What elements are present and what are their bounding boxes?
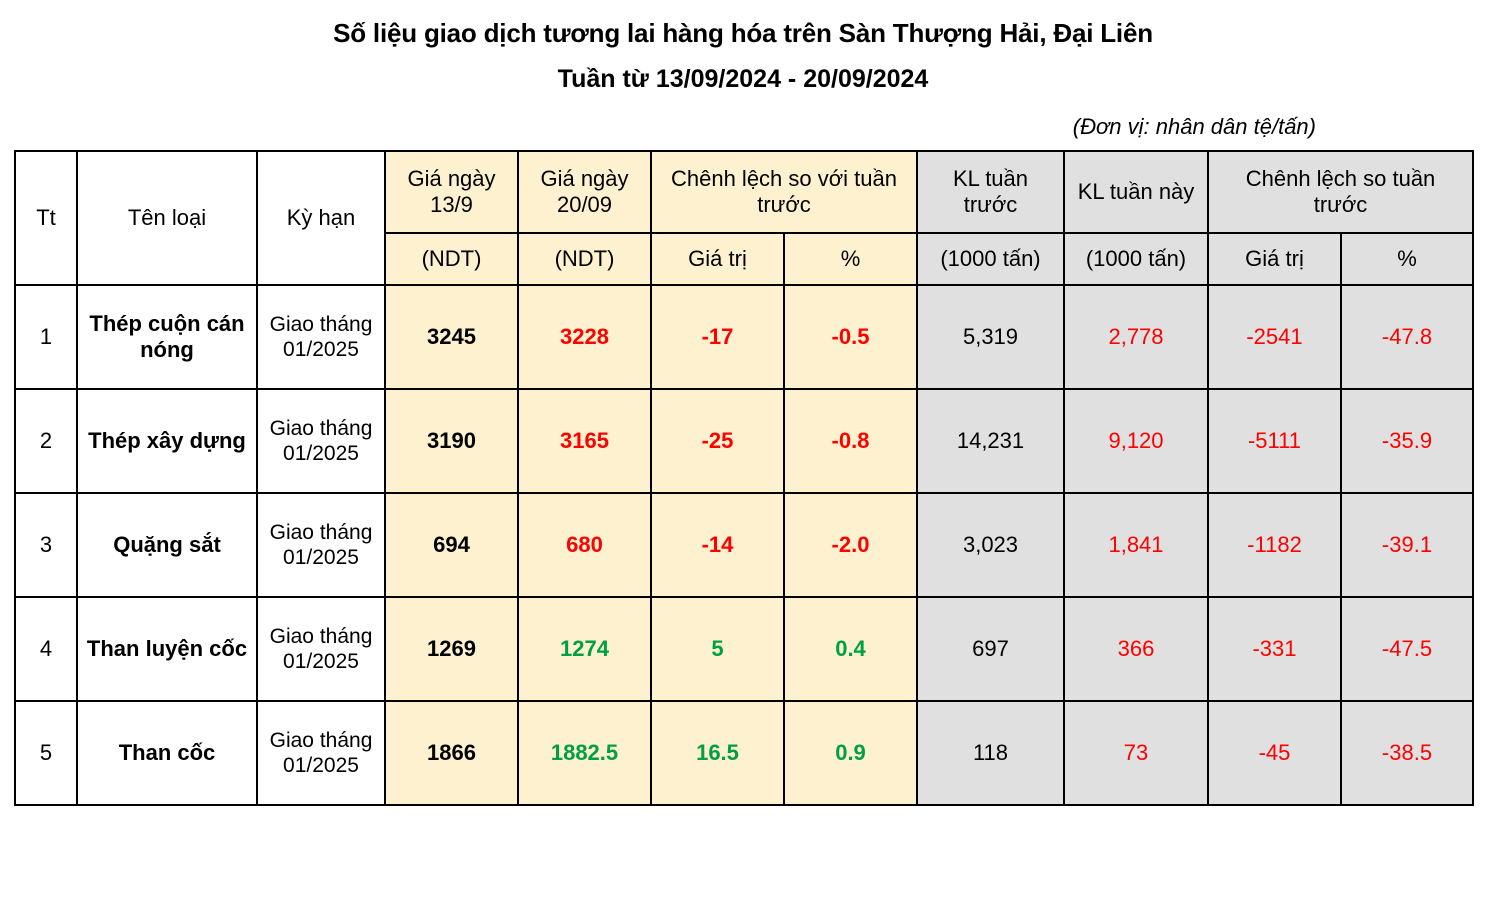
row-price-diff-value: -14	[651, 493, 784, 597]
table-row	[15, 701, 1473, 805]
header-vol-diff-value: Giá trị	[1208, 233, 1341, 285]
row-index: 5	[15, 701, 77, 805]
table-body	[15, 285, 1473, 805]
unit-note: (Đơn vị: nhân dân tệ/tấn)	[1072, 114, 1316, 139]
header-price-prev: Giá ngày 13/9	[385, 151, 518, 233]
row-price-diff-percent: -2.0	[784, 493, 917, 597]
row-price-diff-percent: 0.4	[784, 597, 917, 701]
row-volume-cur: 1,841	[1064, 493, 1208, 597]
header-price-diff-percent: %	[784, 233, 917, 285]
row-price-diff-value: -17	[651, 285, 784, 389]
row-price-prev: 3190	[385, 389, 518, 493]
table-row	[15, 285, 1473, 389]
row-volume-prev: 14,231	[917, 389, 1064, 493]
row-delivery-term: Giao tháng 01/2025	[257, 493, 385, 597]
header-vol-diff-percent: %	[1341, 233, 1473, 285]
row-volume-diff-value: -2541	[1208, 285, 1341, 389]
page-subtitle: Tuần từ 13/09/2024 - 20/09/2024	[557, 65, 929, 93]
row-index: 4	[15, 597, 77, 701]
row-delivery-term: Giao tháng 01/2025	[257, 701, 385, 805]
header-vol-prev: KL tuần trước	[917, 151, 1064, 233]
row-delivery-term: Giao tháng 01/2025	[257, 389, 385, 493]
row-price-diff-percent: -0.5	[784, 285, 917, 389]
row-volume-diff-percent: -38.5	[1341, 701, 1473, 805]
row-price-prev: 1269	[385, 597, 518, 701]
header-term: Kỳ hạn	[257, 151, 385, 285]
row-volume-cur: 366	[1064, 597, 1208, 701]
row-commodity-name: Thép xây dựng	[77, 389, 257, 493]
row-volume-diff-value: -45	[1208, 701, 1341, 805]
row-volume-diff-value: -5111	[1208, 389, 1341, 493]
title-block	[0, 0, 1486, 94]
row-volume-diff-percent: -35.9	[1341, 389, 1473, 493]
table-row	[15, 493, 1473, 597]
row-index: 1	[15, 285, 77, 389]
row-volume-cur: 9,120	[1064, 389, 1208, 493]
header-vol-diff: Chênh lệch so tuần trước	[1208, 151, 1473, 233]
row-price-cur: 3228	[518, 285, 651, 389]
header-price-diff: Chênh lệch so với tuần trước	[651, 151, 917, 233]
row-volume-prev: 118	[917, 701, 1064, 805]
row-volume-prev: 697	[917, 597, 1064, 701]
row-price-cur: 1274	[518, 597, 651, 701]
header-vol-cur-unit: (1000 tấn)	[1064, 233, 1208, 285]
row-price-prev: 3245	[385, 285, 518, 389]
row-commodity-name: Thép cuộn cán nóng	[77, 285, 257, 389]
row-commodity-name: Than cốc	[77, 701, 257, 805]
row-volume-prev: 5,319	[917, 285, 1064, 389]
header-price-diff-value: Giá trị	[651, 233, 784, 285]
page-title: Số liệu giao dịch tương lai hàng hóa trên Sàn Thượng Hải, Đại Liên	[333, 18, 1153, 48]
row-volume-diff-percent: -47.5	[1341, 597, 1473, 701]
row-volume-diff-value: -1182	[1208, 493, 1341, 597]
row-volume-diff-value: -331	[1208, 597, 1341, 701]
row-volume-cur: 2,778	[1064, 285, 1208, 389]
header-price-cur: Giá ngày 20/09	[518, 151, 651, 233]
row-price-prev: 694	[385, 493, 518, 597]
header-price-cur-unit: (NDT)	[518, 233, 651, 285]
commodity-futures-table	[14, 150, 1474, 806]
row-index: 2	[15, 389, 77, 493]
row-price-diff-value: 16.5	[651, 701, 784, 805]
header-vol-prev-unit: (1000 tấn)	[917, 233, 1064, 285]
row-commodity-name: Quặng sắt	[77, 493, 257, 597]
header-price-prev-unit: (NDT)	[385, 233, 518, 285]
row-delivery-term: Giao tháng 01/2025	[257, 285, 385, 389]
table-row	[15, 389, 1473, 493]
row-commodity-name: Than luyện cốc	[77, 597, 257, 701]
header-name: Tên loại	[77, 151, 257, 285]
row-index: 3	[15, 493, 77, 597]
header-tt: Tt	[15, 151, 77, 285]
header-vol-cur: KL tuần này	[1064, 151, 1208, 233]
row-volume-diff-percent: -39.1	[1341, 493, 1473, 597]
table-header	[15, 151, 1473, 285]
row-price-cur: 3165	[518, 389, 651, 493]
row-delivery-term: Giao tháng 01/2025	[257, 597, 385, 701]
row-volume-prev: 3,023	[917, 493, 1064, 597]
row-price-cur: 680	[518, 493, 651, 597]
table-row	[15, 597, 1473, 701]
row-price-diff-value: -25	[651, 389, 784, 493]
row-price-diff-value: 5	[651, 597, 784, 701]
row-price-cur: 1882.5	[518, 701, 651, 805]
row-price-diff-percent: 0.9	[784, 701, 917, 805]
row-volume-diff-percent: -47.8	[1341, 285, 1473, 389]
row-price-diff-percent: -0.8	[784, 389, 917, 493]
row-price-prev: 1866	[385, 701, 518, 805]
row-volume-cur: 73	[1064, 701, 1208, 805]
